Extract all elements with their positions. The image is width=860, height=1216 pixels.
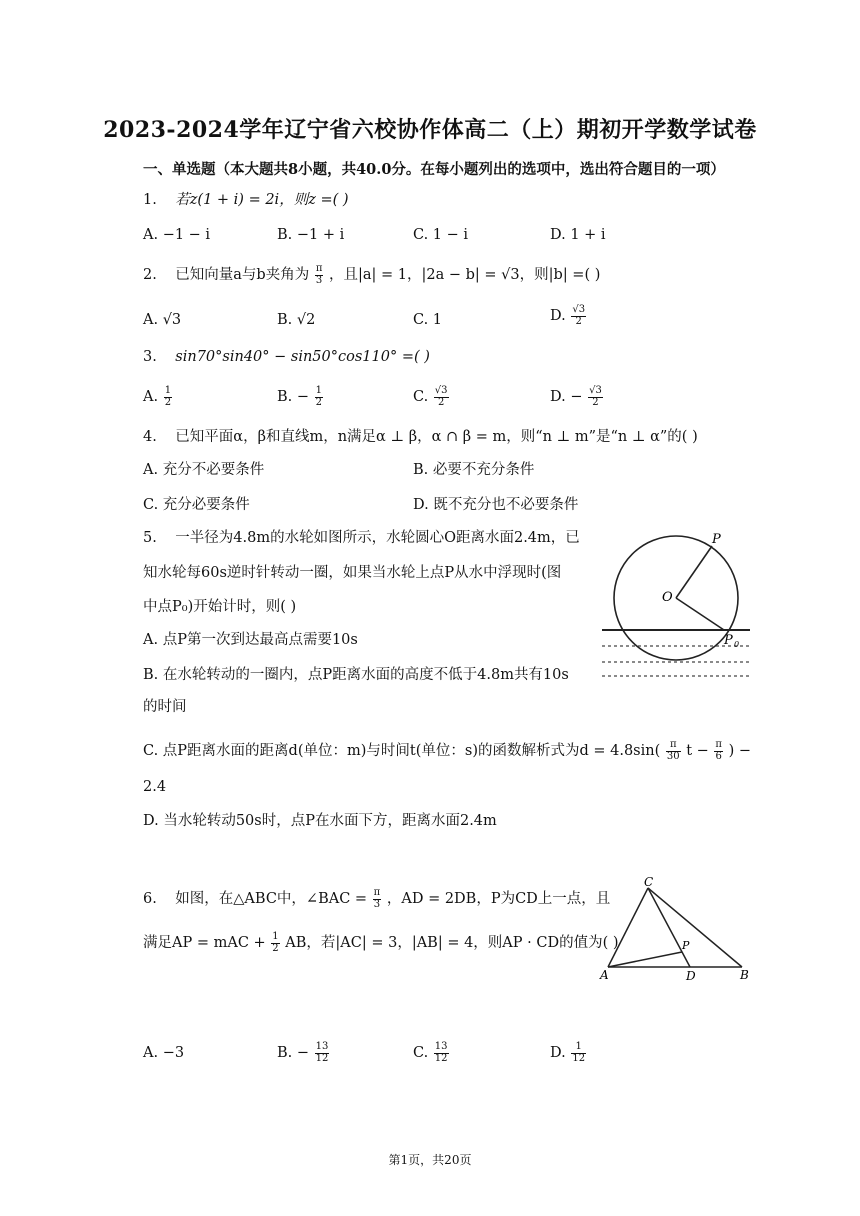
label-p0-subscript: 0 [734, 640, 740, 649]
option-c: C. 1 [413, 312, 443, 328]
question-5-line-2: 知水轮每60s逆时针转动一圈，如果当水轮上点P从水中浮现时(图 [143, 565, 562, 581]
option-c: C. 充分必要条件 [143, 497, 250, 513]
question-5-line-1: 5. 一半径为4.8m的水轮如图所示，水轮圆心O距离水面2.4m，已 [143, 530, 580, 546]
question-4 [143, 430, 698, 445]
option-a: A. −1 − i [143, 227, 211, 243]
question-3 [143, 350, 430, 365]
option-c: C. 1 − i [413, 227, 469, 243]
label-a: A [600, 968, 609, 980]
option-b-line-2: 的时间 [143, 699, 187, 715]
option-d: D. 既不充分也不必要条件 [413, 497, 579, 513]
option-b: B. √2 [277, 312, 316, 328]
question-1 [143, 193, 349, 208]
option-a: A. 点P第一次到达最高点需要10s [143, 632, 358, 648]
question-6-line-1: 6. 如图，在△ABC中，∠BAC = $\frac{\pi}{3}$ ，AD = 2DB，P为CD上一点，且 [143, 887, 611, 910]
question-number: 5. [143, 530, 157, 546]
option-b-line-1: B. 在水轮转动的一圈内，点P距离水面的高度不低于4.8m共有10s [143, 667, 569, 683]
question-number: 6. [143, 891, 157, 907]
question-5-line-3: 中点P₀)开始计时，则( ) [143, 599, 297, 615]
label-o: O [662, 590, 673, 605]
label-p0: P [724, 633, 733, 648]
option-d: D. 当水轮转动50s时，点P在水面下方，距离水面2.4m [143, 813, 497, 829]
question-number: 2. [143, 267, 157, 283]
option-a: A. $\frac{1}{2}$ [143, 385, 172, 408]
fraction: $\frac{\pi}{3}$ [315, 263, 323, 286]
option-a: A. 充分不必要条件 [143, 462, 265, 478]
option-a: A. √3 [143, 312, 182, 328]
water-wheel-figure [600, 528, 752, 680]
question-stem: 若z(1 + i) = 2i，则z =( ) [175, 192, 349, 208]
option-c-line-1: C. 点P距离水面的距离d(单位：m)与时间t(单位：s)的函数解析式为d = 4.8sin( $\frac{\pi}{30}$ t − $\frac{\pi}{6}$ ) − [143, 739, 752, 762]
option-b: B. − $\frac{1}{2}$ [277, 385, 323, 408]
option-c: C. $\frac{13}{12}$ [413, 1041, 448, 1064]
page-footer: 第1页，共20页 [388, 1153, 472, 1167]
question-2 [143, 264, 600, 286]
label-p: P [712, 532, 721, 547]
question-number: 1. [143, 192, 157, 208]
label-c: C [644, 876, 654, 889]
page-title: 2023-2024学年辽宁省六校协作体高二（上）期初开学数学试卷 [103, 117, 757, 143]
option-b: B. 必要不充分条件 [413, 462, 535, 478]
label-b: B [740, 968, 749, 980]
option-d: D. $\frac{1}{12}$ [550, 1041, 586, 1064]
option-c: C. $\frac{√3}{2}$ [413, 385, 448, 408]
question-stem: sin70°sin40° − sin50°cos110° =( ) [175, 349, 430, 365]
option-a: A. −3 [143, 1045, 185, 1061]
label-d: D [686, 969, 696, 980]
option-c-line-2: 2.4 [143, 779, 167, 795]
option-b: B. −1 + i [277, 227, 345, 243]
question-number: 3. [143, 349, 157, 365]
question-stem-part: 已知向量a与b夹角为 [175, 267, 310, 283]
section-heading: 一、单选题（本大题共8小题，共40.0分。在每小题列出的选项中，选出符合题目的一项） [143, 161, 725, 178]
option-d: D. − $\frac{√3}{2}$ [550, 385, 602, 408]
question-number: 4. [143, 429, 157, 445]
option-d: D. 1 + i [550, 227, 606, 243]
option-b: B. − $\frac{13}{12}$ [277, 1041, 329, 1064]
question-stem-part: ，且|a| = 1，|2a − b| = √3，则|b| =( ) [329, 267, 601, 283]
triangle-figure [598, 876, 754, 980]
question-stem: 已知平面α，β和直线m，n满足α ⊥ β，α ∩ β = m，则“n ⊥ m”是“n ⊥ α”的( ) [175, 429, 698, 445]
label-p: P [682, 939, 690, 952]
question-6-line-2: 满足AP = mAC + $\frac{1}{2}$ AB，若|AC| = 3，|AB| = 4，则AP · CD的值为( ) [143, 931, 619, 954]
option-d: D. $\frac{√3}{2}$ [550, 304, 586, 327]
